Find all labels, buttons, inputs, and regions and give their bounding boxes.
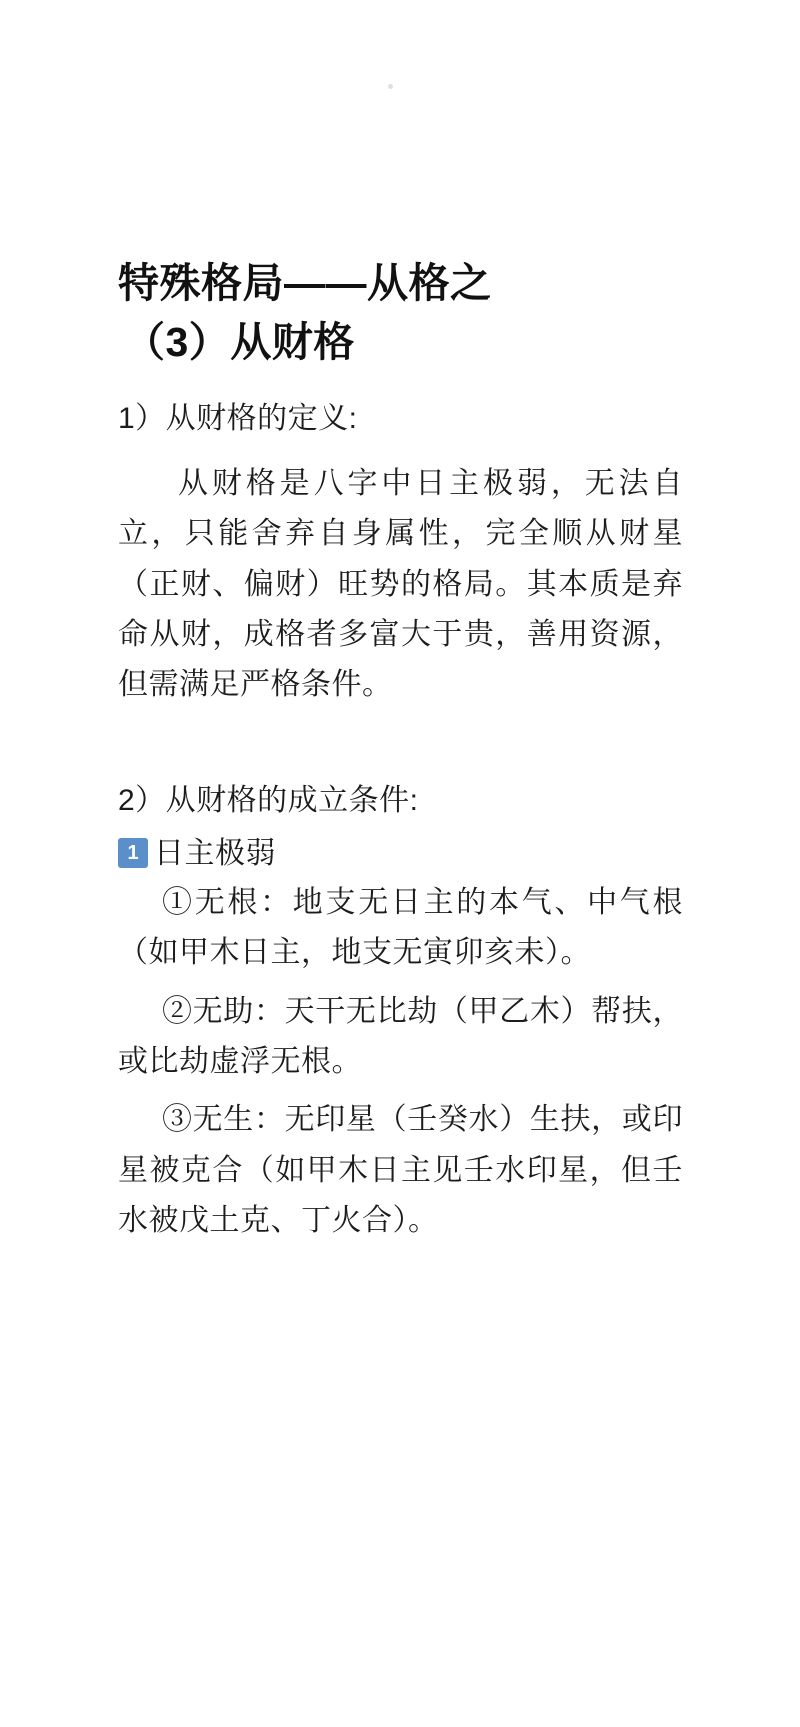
page-dot-artifact	[388, 84, 393, 89]
condition-sub-item-3: ③无生：无印星（壬癸水）生扶，或印星被克合（如甲木日主见壬水印星，但壬水被戊土克、丁火合）。	[118, 1103, 683, 1238]
condition-sub-item-1: ①无根：地支无日主的本气、中气根（如甲木日主，地支无寅卯亥未）。	[118, 885, 683, 970]
page-title-line-1: 特殊格局——从格之	[118, 260, 492, 306]
document-content	[118, 254, 683, 1247]
page-title-line-2: （3）从财格	[124, 319, 355, 366]
condition-item-1-label: 日主极弱	[154, 836, 276, 870]
condition-item-1	[118, 831, 683, 876]
section-conditions-heading: 2）从财格的成立条件:	[118, 783, 419, 817]
condition-sub-item-2: ②无助：天干无比劫（甲乙木）帮扶，或比劫虚浮无根。	[118, 994, 683, 1078]
section-gap	[118, 711, 683, 755]
section-definition-heading: 1）从财格的定义:	[118, 401, 358, 435]
section-definition	[118, 395, 683, 711]
section-definition-body: 从财格是八字中日主极弱，无法自立，只能舍弃自身属性，完全顺从财星（正财、偏财）旺势的格局。其本质是弃命从财，成格者多富大于贵，善用资源，但需满足严格条件。	[118, 466, 683, 702]
page-title	[118, 254, 683, 373]
number-badge-icon: 1	[118, 838, 148, 868]
section-conditions	[118, 777, 683, 1247]
